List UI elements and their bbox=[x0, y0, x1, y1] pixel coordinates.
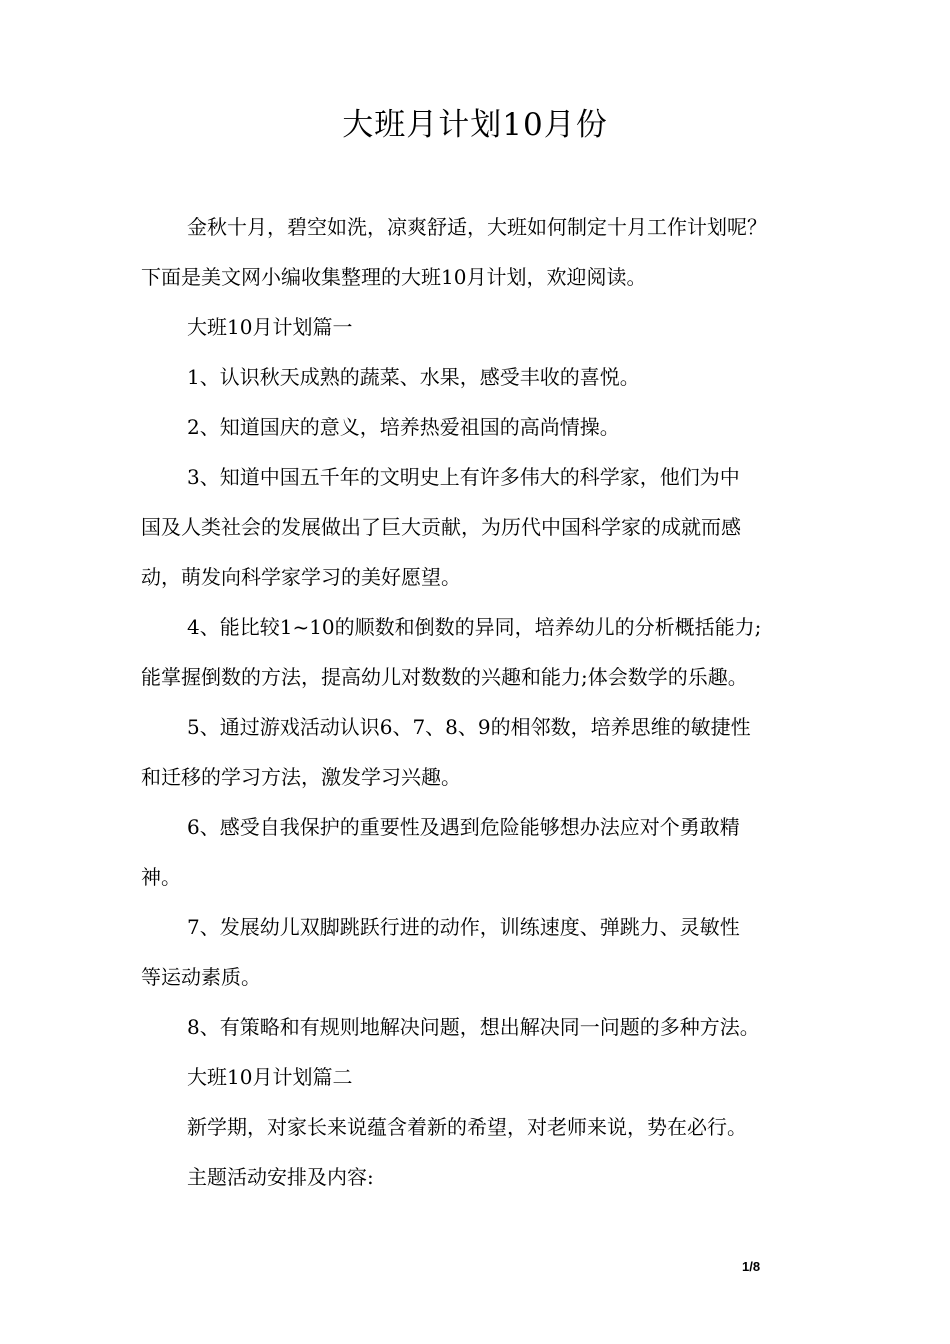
section-heading: 大班10月计划篇二 bbox=[187, 1065, 353, 1089]
list-item: 8、有策略和有规则地解决问题，想出解决同一问题的多种方法。 bbox=[187, 1015, 760, 1039]
list-item-continuation: 能掌握倒数的方法，提高幼儿对数数的兴趣和能力;体会数学的乐趣。 bbox=[141, 665, 748, 689]
paragraph-line: 下面是美文网小编收集整理的大班10月计划，欢迎阅读。 bbox=[141, 265, 647, 289]
document-title: 大班月计划10月份 bbox=[342, 107, 608, 143]
list-item: 6、感受自我保护的重要性及遇到危险能够想办法应对个勇敢精 bbox=[187, 815, 740, 839]
list-item: 2、知道国庆的意义，培养热爱祖国的高尚情操。 bbox=[187, 415, 620, 439]
list-item: 7、发展幼儿双脚跳跃行进的动作，训练速度、弹跳力、灵敏性 bbox=[187, 915, 740, 939]
list-item-continuation: 神。 bbox=[141, 865, 181, 889]
section-heading: 大班10月计划篇一 bbox=[187, 315, 353, 339]
page-number: 1/8 bbox=[742, 1259, 761, 1274]
list-item-continuation: 和迁移的学习方法，激发学习兴趣。 bbox=[141, 765, 461, 789]
list-item: 4、能比较1~10的顺数和倒数的异同，培养幼儿的分析概括能力; bbox=[187, 615, 762, 639]
list-item-continuation: 等运动素质。 bbox=[141, 965, 261, 989]
list-item: 1、认识秋天成熟的蔬菜、水果，感受丰收的喜悦。 bbox=[187, 365, 640, 389]
paragraph-line: 金秋十月，碧空如洗，凉爽舒适，大班如何制定十月工作计划呢？ bbox=[187, 215, 767, 239]
list-item-continuation: 动，萌发向科学家学习的美好愿望。 bbox=[141, 565, 461, 589]
list-item: 3、知道中国五千年的文明史上有许多伟大的科学家，他们为中 bbox=[187, 465, 740, 489]
paragraph-line: 主题活动安排及内容: bbox=[187, 1165, 374, 1189]
list-item-continuation: 国及人类社会的发展做出了巨大贡献，为历代中国科学家的成就而感 bbox=[141, 515, 741, 539]
paragraph-line: 新学期，对家长来说蕴含着新的希望，对老师来说，势在必行。 bbox=[187, 1115, 747, 1139]
list-item: 5、通过游戏活动认识6、7、8、9的相邻数，培养思维的敏捷性 bbox=[187, 715, 751, 739]
